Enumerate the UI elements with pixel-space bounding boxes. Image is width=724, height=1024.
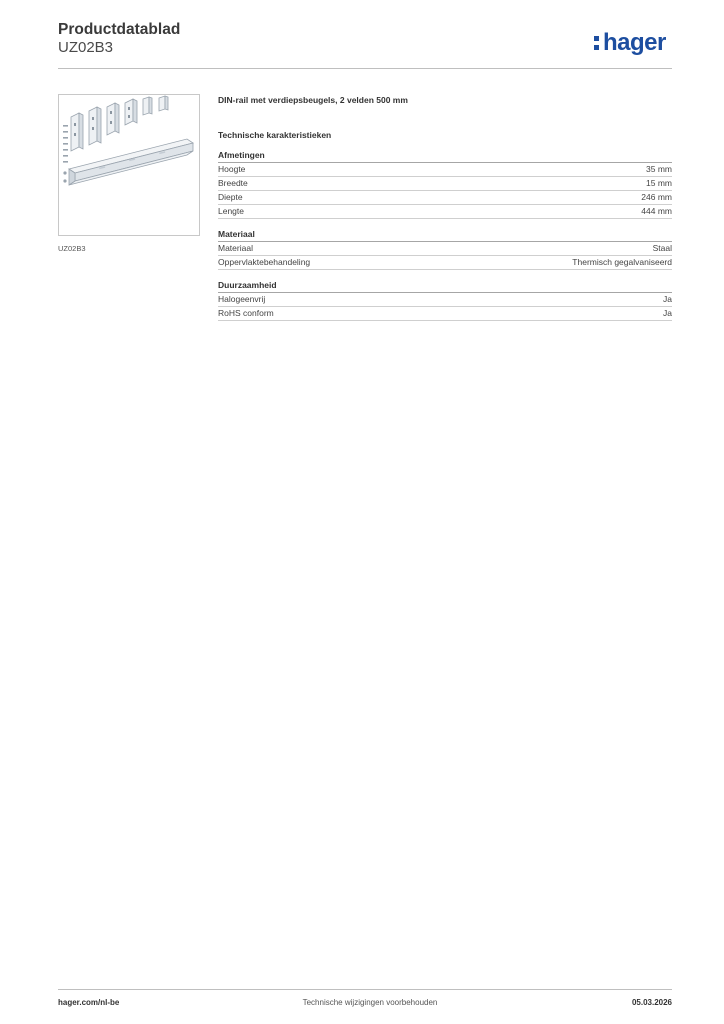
spec-row bbox=[218, 307, 672, 321]
tech-heading: Technische karakteristieken bbox=[218, 130, 332, 140]
footer-divider bbox=[58, 989, 672, 990]
spec-label: Materiaal bbox=[218, 243, 253, 253]
section-title: Duurzaamheid bbox=[218, 280, 277, 290]
section-title: Materiaal bbox=[218, 229, 255, 239]
footer-notice: Technische wijzigingen voorbehouden bbox=[302, 998, 438, 1007]
spec-row bbox=[218, 177, 672, 191]
spec-row bbox=[218, 163, 672, 177]
spec-value: 246 mm bbox=[641, 192, 672, 202]
spec-label: Hoogte bbox=[218, 164, 246, 174]
product-image bbox=[58, 94, 200, 236]
spec-label: Breedte bbox=[218, 178, 248, 188]
spec-label: Diepte bbox=[218, 192, 243, 202]
spec-value: 35 mm bbox=[646, 164, 672, 174]
logo-text: hager bbox=[603, 29, 666, 56]
section-dimensions bbox=[218, 150, 672, 219]
spec-row bbox=[218, 256, 672, 270]
page-title: Productdatablad bbox=[58, 21, 181, 38]
spec-label: Halogeenvrij bbox=[218, 294, 266, 304]
spec-row bbox=[218, 242, 672, 256]
spec-label: Lengte bbox=[218, 206, 244, 216]
din-rail-illustration bbox=[59, 95, 199, 235]
spec-row bbox=[218, 293, 672, 307]
section-material bbox=[218, 229, 672, 270]
hager-logo bbox=[594, 29, 666, 57]
spec-value: Ja bbox=[663, 294, 672, 304]
image-caption: UZ02B3 bbox=[58, 244, 86, 253]
spec-value: Ja bbox=[663, 308, 672, 318]
section-title: Afmetingen bbox=[218, 150, 265, 160]
header-divider bbox=[58, 68, 672, 69]
spec-value: 15 mm bbox=[646, 178, 672, 188]
spec-value: Staal bbox=[652, 243, 672, 253]
section-sustainability bbox=[218, 280, 672, 321]
spec-label: Oppervlaktebehandeling bbox=[218, 257, 311, 267]
spec-value: 444 mm bbox=[641, 206, 672, 216]
product-code: UZ02B3 bbox=[58, 39, 114, 56]
logo-dots-icon bbox=[594, 36, 599, 52]
spec-row bbox=[218, 191, 672, 205]
spec-row bbox=[218, 205, 672, 219]
footer-website-link[interactable]: hager.com/nl-be bbox=[58, 998, 120, 1007]
spec-content bbox=[218, 95, 672, 321]
spec-label: RoHS conform bbox=[218, 308, 274, 318]
spec-value: Thermisch gegalvaniseerd bbox=[572, 257, 672, 267]
footer-date: 05.03.2026 bbox=[631, 998, 672, 1007]
product-description: DIN-rail met verdiepsbeugels, 2 velden 500 mm bbox=[218, 95, 408, 105]
